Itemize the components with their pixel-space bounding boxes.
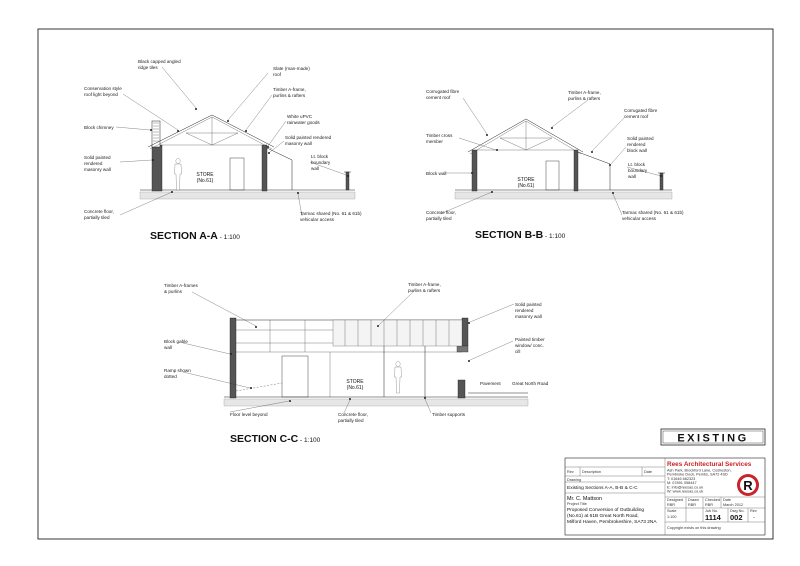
note-a-upvc-2: rainwater goods: [287, 120, 320, 125]
note-c-solid-1: Solid painted: [515, 302, 542, 307]
designed-label: Designed: [667, 498, 684, 502]
note-c-floor-1: Concrete floor,: [338, 412, 368, 417]
right-wall-b: [574, 150, 578, 191]
dwg-number: 002: [730, 513, 743, 522]
drawing-label: Drawing: [567, 478, 581, 482]
ground-hatch-c: [224, 399, 528, 406]
room-label-c: STORE: [346, 379, 364, 385]
note-a-chimney: Block chimney: [84, 125, 114, 130]
firm-name: Rees Architectural Services: [667, 461, 752, 468]
note-b-blockwall: Block wall: [426, 171, 447, 176]
note-a-tarmac-2: vehicular access: [300, 217, 334, 222]
drawing-title: Existing Sections A-A, B-B & C-C: [567, 486, 638, 491]
note-c-pavement: Pavement: [480, 381, 501, 386]
rev-value: -: [753, 515, 755, 521]
job-label: Job No.: [705, 509, 719, 513]
drawn-label: Drawn: [688, 498, 699, 502]
right-wall-c: [462, 318, 468, 346]
date-value: March 2012: [723, 503, 744, 507]
note-a-wall-right-1: Solid painted rendered: [285, 135, 332, 140]
note-c-road: Great North Road: [512, 381, 549, 386]
room-number-c: (No.61): [346, 385, 364, 391]
note-a-slate-1: Slate (man-made): [273, 66, 310, 71]
note-b-cross-1: Timber cross: [426, 133, 453, 138]
rev-header-desc: Description: [582, 470, 601, 474]
note-b-solid-2: rendered: [627, 142, 646, 147]
room-label-b: STORE: [517, 177, 535, 183]
note-c-floor-2: partially tiled: [338, 418, 364, 423]
sill-c: [457, 346, 468, 352]
stamp-text: EXISTING: [677, 432, 749, 445]
note-b-roof-left-1: Corrugated fibre: [426, 89, 460, 94]
note-c-gable-1: Block gable: [164, 339, 188, 344]
client-name: Mr. C. Mattson: [567, 496, 603, 502]
checked-value: RBR: [705, 503, 714, 507]
left-wall-b: [472, 150, 477, 191]
room-number-a: (No.61): [196, 178, 214, 184]
project-line-1: Proposed Conversion of Outbuilding: [567, 508, 645, 513]
firm-line-6: W: www.reesas.co.uk: [667, 489, 704, 494]
project-line-2: (No.61) at 61B Great North Road,: [567, 514, 639, 519]
note-c-sill-2: window/ conc.: [515, 343, 544, 348]
rev-header-rev: Rev: [567, 470, 574, 474]
firm-line-5: E: info@reesas.co.uk: [667, 485, 704, 490]
note-b-solid-1: Solid painted: [627, 136, 654, 141]
left-gable-c: [230, 318, 236, 398]
right-wall-a: [262, 145, 267, 191]
note-a-ridge-1: Black capped angled: [138, 59, 181, 64]
note-a-floor-2: partially tiled: [84, 215, 110, 220]
note-a-boundary-3: wall: [311, 166, 319, 171]
note-b-floor-1: Concrete floor,: [426, 210, 456, 215]
section-a-title: SECTION A-A - 1:100: [150, 230, 240, 242]
note-c-timber-left-2: & purlins: [164, 289, 182, 294]
note-a-rooflight-1: Conservation style: [84, 86, 122, 91]
title-block: [565, 458, 765, 535]
note-b-boundary-1: Lt. block: [628, 162, 646, 167]
note-a-wall-left-1: Solid painted: [84, 155, 111, 160]
project-line-3: Milford Haven, Pembrokeshire, SA73 2NA: [567, 520, 657, 525]
note-c-timber-left-1: Timber A-frames: [164, 283, 198, 288]
note-c-supports: Timber supports: [432, 412, 466, 417]
note-b-roof-right-2: cement roof: [624, 114, 649, 119]
job-number: 1114: [705, 513, 721, 522]
ground-hatch-a: [140, 192, 355, 199]
room-number-b: (No.61): [517, 183, 535, 189]
note-c-sill-1: Painted timber: [515, 337, 545, 342]
rafter-block-c: [333, 320, 462, 346]
section-c-title: SECTION C-C - 1:100: [230, 433, 321, 445]
rev-label: Rev: [750, 509, 757, 513]
copyright-footer: Copyright exists on this drawing: [667, 526, 721, 530]
note-a-ridge-2: ridge tiles: [138, 65, 158, 70]
ground-hatch-b: [455, 192, 672, 199]
note-c-ramp-1: Ramp shown: [164, 368, 191, 373]
note-c-timber-top-2: purlins & rafters: [408, 288, 441, 293]
note-c-floorlevel: Floor level beyond: [230, 412, 268, 417]
note-b-cross-2: member: [426, 139, 443, 144]
firm-line-1: Ash Park, Brockford Lane, Cosheston,: [667, 468, 732, 473]
existing-stamp: [661, 429, 765, 445]
note-a-upvc-1: White uPVC: [287, 114, 313, 119]
note-b-boundary-2: boundary: [628, 168, 648, 173]
note-c-solid-3: masonry wall: [515, 314, 542, 319]
note-a-timber-1: Timber A-frame,: [273, 87, 306, 92]
drawn-value: RBR: [688, 503, 697, 507]
checked-label: Checked: [705, 498, 720, 502]
note-a-timber-2: purlins & rafters: [273, 93, 306, 98]
note-a-wall-left-3: masonry wall: [84, 167, 111, 172]
designed-value: RBR: [667, 503, 676, 507]
note-a-floor-1: Concrete floor,: [84, 209, 114, 214]
firm-logo: [737, 474, 759, 496]
note-c-ramp-2: dotted: [164, 374, 177, 379]
room-label-a: STORE: [196, 172, 214, 178]
scale-value: 1:100: [667, 515, 677, 519]
note-b-tarmac-1: Tarmac shared (No. 61 & 61b): [622, 210, 684, 215]
section-b-title: SECTION B-B - 1:100: [475, 229, 566, 241]
note-b-solid-3: block wall: [627, 148, 647, 153]
note-c-gable-2: wall: [164, 345, 172, 350]
firm-line-3: T: 01646 682323: [667, 477, 696, 481]
note-a-slate-2: roof: [273, 72, 281, 77]
note-c-timber-top-1: Timber A-frame,: [408, 282, 441, 287]
left-wall-a: [152, 145, 162, 191]
note-a-boundary-1: Lt. block: [311, 154, 329, 159]
note-b-roof-left-2: cement roof: [426, 95, 451, 100]
date-label: Date: [723, 498, 732, 502]
scale-label: Scale: [667, 509, 677, 513]
note-a-wall-left-2: rendered: [84, 161, 103, 166]
project-label: Project Title: [567, 502, 587, 506]
note-c-sill-3: cill: [515, 349, 521, 354]
note-a-boundary-2: boundary: [311, 160, 331, 165]
note-b-timber-1: Timber A-frame,: [568, 90, 601, 95]
firm-line-2: Pembroke Dock, Pembs, SA72 4SD: [667, 472, 728, 477]
logo-letter: R: [743, 478, 753, 493]
note-b-timber-2: purlins & rafters: [568, 96, 601, 101]
note-b-roof-right-1: Corrugated fibre: [624, 108, 658, 113]
note-c-solid-2: rendered: [515, 308, 534, 313]
note-a-tarmac-1: Tarmac shared (No. 61 & 61b): [300, 211, 362, 216]
note-a-wall-right-2: masonry wall: [285, 141, 312, 146]
note-b-floor-2: partially tiled: [426, 216, 452, 221]
note-b-tarmac-2: vehicular access: [622, 216, 656, 221]
firm-line-4: M: 07891 058447: [667, 481, 697, 485]
note-a-rooflight-2: roof light beyond: [84, 92, 118, 97]
note-b-boundary-3: wall: [628, 174, 636, 179]
rev-header-date: Date: [644, 470, 653, 474]
dwg-label: Dwg No.: [730, 509, 745, 513]
